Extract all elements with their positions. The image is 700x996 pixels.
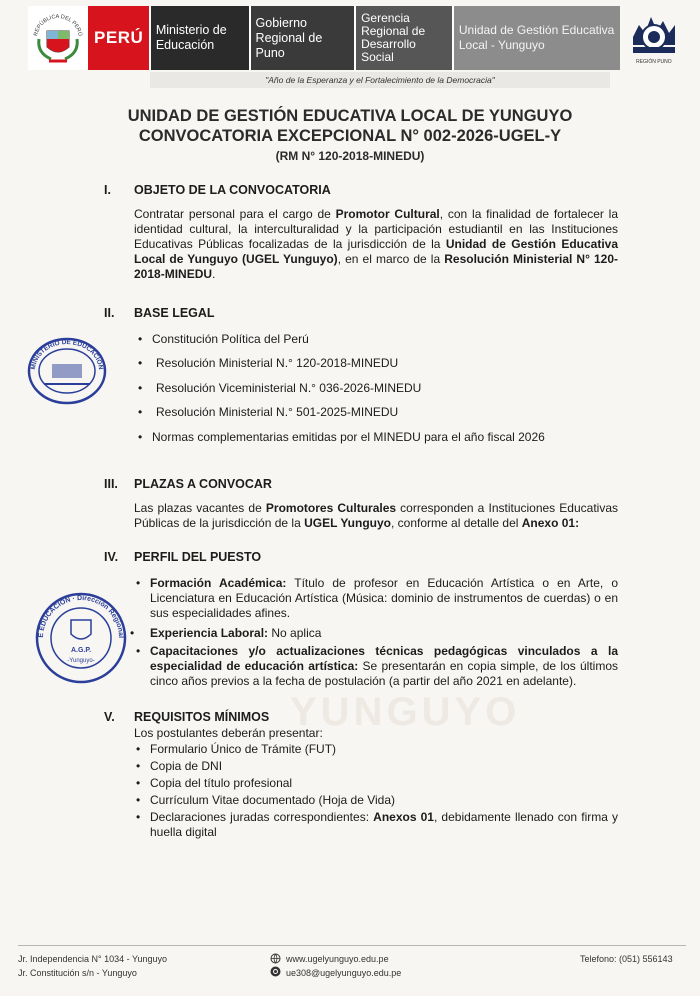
section-1-number: I. <box>104 183 111 197</box>
section-5-intro: Los postulantes deberán presentar: <box>134 726 323 740</box>
section-1-title: OBJETO DE LA CONVOCATORIA <box>134 183 331 197</box>
footer-address-2: Jr. Constitución s/n - Yunguyo <box>18 968 137 978</box>
section-4-number: IV. <box>104 550 119 564</box>
email-icon <box>270 966 281 979</box>
watermark: YUNGUYO <box>290 690 521 734</box>
gerencia-label: Gerencia Regional de Desarrollo Social <box>354 6 452 70</box>
section-2-title: BASE LEGAL <box>134 306 215 320</box>
globe-icon <box>270 953 281 967</box>
seal-2-ring-text: E EDUCACIÓN · Dirección Regional <box>37 594 125 639</box>
logo-caption: REGIÓN PUNO <box>636 59 672 65</box>
footer-divider <box>18 945 686 946</box>
title-line-2: CONVOCATORIA EXCEPCIONAL N° 002-2026-UGEL-Y <box>138 127 562 145</box>
footer-address-1: Jr. Independencia N° 1034 - Yunguyo <box>18 954 168 964</box>
section-2-number: II. <box>104 306 115 320</box>
minedu-seal-1 <box>26 336 108 411</box>
section-5-title: REQUISITOS MÍNIMOS <box>134 710 270 724</box>
peru-brand: PERÚ <box>88 6 148 70</box>
title-line-3: (RM N° 120-2018-MINEDU) <box>275 149 425 163</box>
footer-email-link[interactable]: ue308@ugelyunguyo.edu.pe <box>286 968 402 978</box>
seal-1-text: MINISTERIO DE EDUCACIÓN <box>29 338 105 371</box>
section-1-paragraph: Contratar personal para el cargo de Promotor Cultural, con la finalidad de fortalecer la identidad cultural, la interculturalidad y la participación estudiantil en las Instituciones Educativas Públicas focalizadas de la jurisdicción de la Unidad de Gestión Educativa Local de Yunguyo (UGEL Yunguyo), en el marco de la Resolución Ministerial N° 120-2018-MINEDU. <box>134 207 619 281</box>
escudo-text: REPÚBLICA DEL PERÚ <box>33 13 84 37</box>
ugel-logo <box>620 6 688 70</box>
section-4-title: PERFIL DEL PUESTO <box>134 550 262 564</box>
profile-item-capacitaciones: • Capacitaciones y/o actualizaciones técnicas pedagógicas vinculados a la especialidad de educación artística: Se presentarán en copia simple, de los últimos cinco años previos a la fecha de postulación (a partir del año 2021 en adelante). <box>136 644 618 688</box>
footer-website-link[interactable]: www.ugelyunguyo.edu.pe <box>286 954 389 964</box>
year-motto: "Año de la Esperanza y el Fortalecimiento de la Democracia" <box>150 72 610 88</box>
section-3-number: III. <box>104 477 118 491</box>
gobierno-label: Gobierno Regional de Puno <box>249 6 355 70</box>
letterhead <box>28 6 688 70</box>
seal-2-center: A.G.P. <box>70 647 92 654</box>
section-3-paragraph: Las plazas vacantes de Promotores Culturales corresponden a Instituciones Educativas Públicas de la jurisdicción de la UGEL Yunguyo, conforme al detalle del Anexo 01: <box>134 501 619 530</box>
profile-item-experiencia: • Experiencia Laboral: No aplica <box>130 626 322 640</box>
minedu-label: Ministerio de Educación <box>149 6 249 70</box>
requirement-item-declaraciones: • Declaraciones juradas correspondientes: Anexos 01, debidamente llenado con firma y huella digital <box>136 810 619 839</box>
minedu-seal-2 <box>28 590 134 691</box>
footer-phone: Telefono: (051) 556143 <box>580 954 673 964</box>
peru-coat-of-arms <box>28 6 88 70</box>
section-5-number: V. <box>104 710 115 724</box>
section-3-title: PLAZAS A CONVOCAR <box>134 477 272 491</box>
title-line-1: UNIDAD DE GESTIÓN EDUCATIVA LOCAL DE YUNGUYO <box>127 107 573 125</box>
profile-item-formacion: • Formación Académica: Título de profesor en Educación Artística o en Arte, o Licenciatura en Educación Artística (Música: dominio de instrumentos de cuerdas) o en sus especialidades afines. <box>136 576 618 620</box>
ugel-label: Unidad de Gestión Educativa Local - Yunguyo <box>452 6 620 70</box>
seal-2-city: -Yunguyo- <box>67 658 95 664</box>
